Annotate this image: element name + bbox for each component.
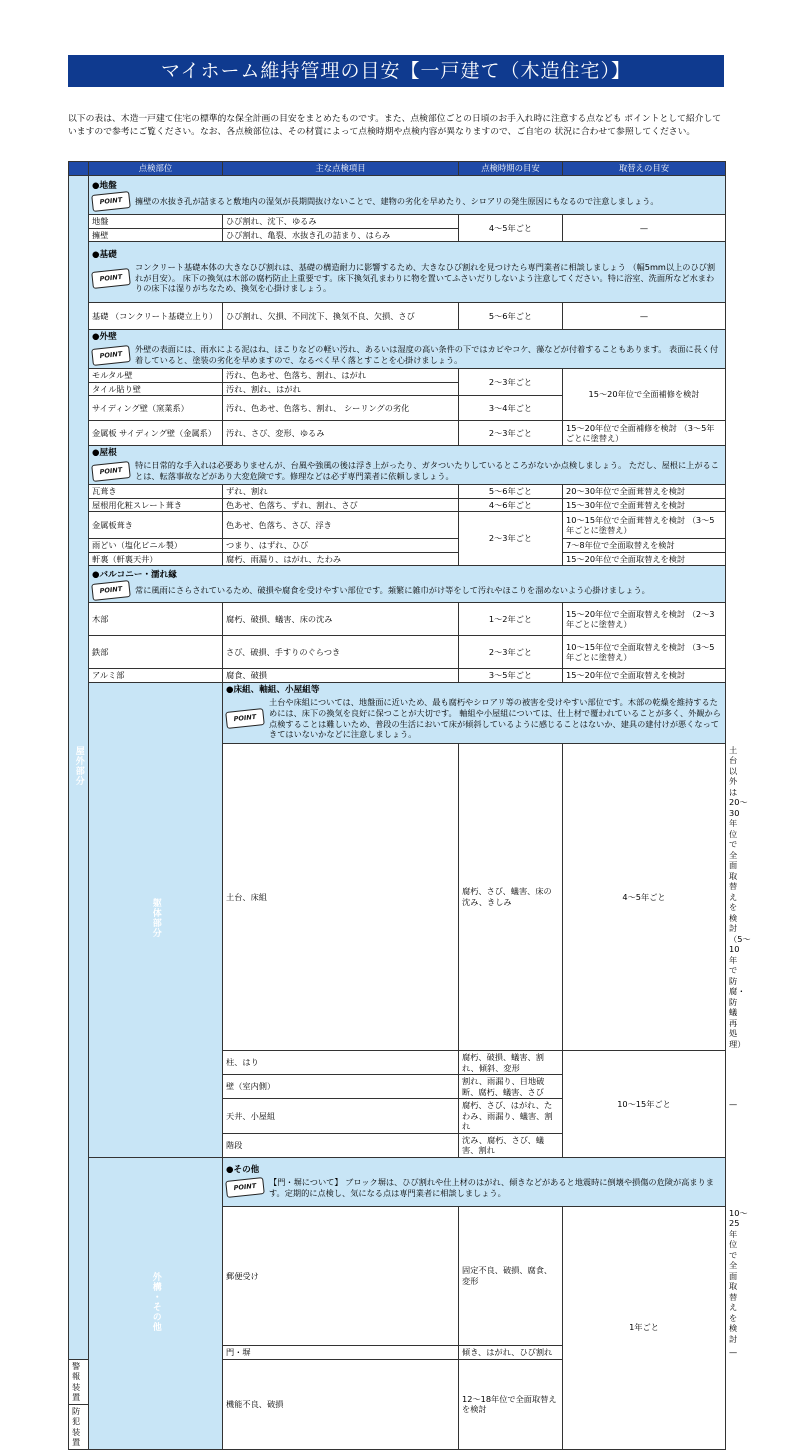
section-row-gaiheki <box>69 330 726 369</box>
part-cell: 警報装置 <box>69 1359 89 1404</box>
part-cell: 土台、床組 <box>223 743 459 1051</box>
point-icon: POINT <box>91 191 131 212</box>
replace-cell: 15〜20年位で全面取替えを検討 （2〜3年ごとに塗替え） <box>563 603 726 636</box>
interval-cell: 1〜2年ごと <box>459 603 563 636</box>
check-cell: 腐朽、さび、はがれ、たわみ、雨漏り、蟻害、割れ <box>459 1099 563 1134</box>
replace-cell: 15〜20年位で全面取替えを検討 <box>563 669 726 683</box>
interval-cell: 4〜5年ごと <box>563 743 726 1051</box>
section-title: ●床組、軸組、小屋組等 <box>226 685 320 696</box>
point-icon: POINT <box>91 580 131 601</box>
replace-cell: 15〜20年位で全面補修を検討 <box>563 369 726 421</box>
check-cell: 腐朽、破損、蟻害、割れ、傾斜、変形 <box>459 1051 563 1075</box>
section-note: 外壁の表面には、雨水による泥はね、ほこりなどの軽い汚れ、あるいは湿度の高い条件の下ではカビやコケ、藻などが付着することもあります。 表面に長く付着していると、塗装の劣化を早めますので、なるべく早く落とすことを心掛けましょう。 <box>135 344 719 365</box>
check-cell: 機能不良、破損 <box>223 1359 459 1449</box>
check-cell: 腐朽、さび、蟻害、床の沈み、きしみ <box>459 743 563 1051</box>
category-exterior <box>69 176 89 1360</box>
replace-cell: 12〜18年位で全面取替えを検討 <box>459 1359 563 1449</box>
table-row <box>69 421 726 446</box>
section-title: ●地盤 <box>92 180 117 191</box>
part-cell: 木部 <box>89 603 223 636</box>
part-cell: 壁（室内側） <box>223 1075 459 1099</box>
check-cell: 汚れ、色あせ、色落ち、割れ、はがれ <box>223 369 459 383</box>
table-row <box>69 669 726 683</box>
table-row: 柱、はり 腐朽、破損、蟻害、割れ、傾斜、変形 10〜15年ごと — <box>69 1051 726 1075</box>
replace-cell: — <box>563 303 726 330</box>
check-cell: ひび割れ、亀裂、水抜き孔の詰まり、はらみ <box>223 228 459 242</box>
header-part: 点検部位 <box>89 162 223 176</box>
category-other <box>89 1157 223 1449</box>
part-cell: 擁壁 <box>89 228 223 242</box>
section-row-yuka <box>69 682 726 743</box>
header-replace: 取替えの目安 <box>563 162 726 176</box>
table-row: 門・塀 傾き、はがれ、ひび割れ — <box>69 1346 726 1360</box>
check-cell: 汚れ、割れ、はがれ <box>223 382 459 396</box>
table-row <box>69 552 726 566</box>
part-cell: 郵便受け <box>223 1206 459 1346</box>
interval-cell: 2〜3年ごと <box>459 512 563 566</box>
page-title: マイホーム維持管理の目安【一戸建て（木造住宅）】 <box>68 55 724 87</box>
interval-cell: 5〜6年ごと <box>459 485 563 499</box>
part-cell: モルタル壁 <box>89 369 223 383</box>
check-cell: 腐食、破損 <box>223 669 459 683</box>
interval-cell: 1年ごと <box>563 1206 726 1449</box>
table-row: 郵便受け 固定不良、破損、腐食、変形 1年ごと 10〜25年位で全面取替えを検討 <box>69 1206 726 1346</box>
table-row: 土台、床組 腐朽、さび、蟻害、床の沈み、きしみ 4〜5年ごと 土台以外は20〜30年位で 全面取替えを検討 （5〜10年で防腐・防蟻再処理） <box>69 743 726 1051</box>
part-cell: 軒裏（軒裏天井） <box>89 552 223 566</box>
part-cell: 天井、小屋組 <box>223 1099 459 1134</box>
replace-cell: 15〜20年位で全面補修を検討 （3〜5年ごとに塗替え） <box>563 421 726 446</box>
part-cell: サイディング壁（窯業系） <box>89 396 223 421</box>
check-cell: 沈み、腐朽、さび、蟻害、割れ <box>459 1133 563 1157</box>
part-cell: 雨どい（塩化ビニル製） <box>89 539 223 553</box>
check-cell: 色あせ、色落ち、さび、浮き <box>223 512 459 539</box>
point-icon: POINT <box>91 268 131 289</box>
replace-cell: 15〜20年位で全面取替えを検討 <box>563 552 726 566</box>
table-row <box>69 539 726 553</box>
part-cell: 屋根用化粧スレート葺き <box>89 498 223 512</box>
part-cell: アルミ部 <box>89 669 223 683</box>
interval-cell: 4〜5年ごと <box>459 215 563 242</box>
part-cell: 階段 <box>223 1133 459 1157</box>
section-cell <box>223 1157 726 1206</box>
section-cell <box>89 176 726 215</box>
point-icon: POINT <box>225 1177 265 1198</box>
category-label: 躯体部分 <box>150 898 161 939</box>
section-cell <box>89 242 726 303</box>
point-icon: POINT <box>91 345 131 366</box>
interval-cell: 2〜3年ごと <box>459 421 563 446</box>
table-row <box>69 636 726 669</box>
check-cell: さび、破損、手すりのぐらつき <box>223 636 459 669</box>
part-cell: 柱、はり <box>223 1051 459 1075</box>
intro-text: 以下の表は、木造一戸建て住宅の標準的な保全計画の目安をまとめたものです。また、点検部位ごとの日頃のお手入れ時に注意する点なども ポイントとして紹介していますので参考にご覧ください。なお、各点検部位は、その材質によって点検時期や点検内容が異なりますので、ご自宅の 状況に合わせて参照してください。 <box>68 114 722 137</box>
table-header-row <box>69 162 726 176</box>
section-row-kiso <box>69 242 726 303</box>
check-cell: 割れ、雨漏り、目地破断、腐朽、蟻害、さび <box>459 1075 563 1099</box>
category-label: 外構・その他 <box>150 1271 161 1332</box>
part-cell: 地盤 <box>89 215 223 229</box>
maintenance-table <box>68 161 751 1450</box>
part-cell: 金属板葺き <box>89 512 223 539</box>
header-interval: 点検時期の目安 <box>459 162 563 176</box>
check-cell: 汚れ、色あせ、色落ち、割れ、 シーリングの劣化 <box>223 396 459 421</box>
section-title: ●外壁 <box>92 332 117 343</box>
table-row <box>69 512 726 539</box>
section-title: ●屋根 <box>92 448 117 459</box>
category-label: 屋外部分 <box>73 746 84 786</box>
check-cell: 腐朽、雨漏り、はがれ、たわみ <box>223 552 459 566</box>
check-cell: ずれ、割れ <box>223 485 459 499</box>
check-cell: ひび割れ、欠損、不同沈下、換気不良、欠損、さび <box>223 303 459 330</box>
section-note: 【門・塀について】 ブロック塀は、ひび割れや仕上材のはがれ、傾きなどがあると地震時に倒壊や損傷の危険が高まります。定期的に点検し、気になる点は専門業者に相談しましょう。 <box>269 1176 714 1198</box>
section-note: 土台や床組については、地盤面に近いため、最も腐朽やシロアリ等の被害を受けやすい部位です。木部の乾燥を維持するためには、床下の換気を良好に保つことが大切です。 軸組や小屋組については、仕上材で覆われていることが多く、外観から点検することは難しいため、普段の生活において床が傾斜しているように感じることはないか、建具の建付けが悪くなってきてはいないかなどに注意しましょう。 <box>269 697 721 740</box>
part-cell: 防犯装置 <box>69 1404 89 1449</box>
section-cell <box>223 682 726 743</box>
header-check: 主な点検項目 <box>223 162 459 176</box>
check-cell: 傾き、はがれ、ひび割れ <box>459 1346 563 1360</box>
point-icon: POINT <box>225 708 265 729</box>
check-cell: ひび割れ、沈下、ゆるみ <box>223 215 459 229</box>
point-icon: POINT <box>91 461 131 482</box>
interval-cell: 3〜5年ごと <box>459 669 563 683</box>
section-cell <box>89 446 726 485</box>
section-cell <box>89 330 726 369</box>
section-title: ●基礎 <box>92 250 117 261</box>
replace-cell: 20〜30年位で全面葺替えを検討 <box>563 485 726 499</box>
replace-cell: 7〜8年位で全面取替えを検討 <box>563 539 726 553</box>
section-cell <box>89 566 726 603</box>
part-cell: 瓦葺き <box>89 485 223 499</box>
section-row-yane <box>69 446 726 485</box>
part-cell: 鉄部 <box>89 636 223 669</box>
part-cell: 門・塀 <box>223 1346 459 1360</box>
section-note: 特に日常的な手入れは必要ありませんが、台風や強風の後は浮き上がったり、ガタついたりしているところがないか点検しましょう。 ただし、屋根に上がることは、転落事故などがあり大変危険です。修理などは必ず専門業者に依頼しましょう。 <box>135 460 719 481</box>
check-cell: 固定不良、破損、腐食、変形 <box>459 1206 563 1346</box>
interval-cell: 2〜3年ごと <box>459 369 563 396</box>
section-note: 常に風雨にさらされているため、破損や腐食を受けやすい部位です。頻繁に雑巾がけ等をして汚れやほこりを溜めないよう心掛けましょう。 <box>135 584 650 595</box>
section-title: ●バルコニー・濡れ縁 <box>92 569 177 580</box>
category-structure <box>89 682 223 1157</box>
section-row-sonota <box>69 1157 726 1206</box>
section-note: 擁壁の水抜き孔が詰まると敷地内の湿気が長期間抜けないことで、建物の劣化を早めたり、シロアリの発生原因にもなるので注意しましょう。 <box>135 195 659 206</box>
table-row <box>69 369 726 383</box>
replace-cell: 15〜30年位で全面葺替えを検討 <box>563 498 726 512</box>
replace-cell: 10〜15年位で全面葺替えを検討 （3〜5年ごとに塗替え） <box>563 512 726 539</box>
check-cell: つまり、はずれ、ひび <box>223 539 459 553</box>
section-note: コンクリート基礎本体の大きなひび割れは、基礎の構造耐力に影響するため、大きなひび割れを見つけたら専門業者に相談しましょう （幅5mm以上のひび割れが目安）。 床下の換気は木部の腐朽防止上重要です。床下換気孔まわりに物を置いてふさいだりしないよう注意してください。特に浴室、洗面所など水まわりの床下は湿りがちなため、換気を心掛けましょう。 <box>135 262 716 294</box>
check-cell: 汚れ、さび、変形、ゆるみ <box>223 421 459 446</box>
interval-cell: 3〜4年ごと <box>459 396 563 421</box>
check-cell: 色あせ、色落ち、ずれ、割れ、さび <box>223 498 459 512</box>
section-row-balcony <box>69 566 726 603</box>
interval-cell: 10〜15年ごと <box>563 1051 726 1158</box>
table-row <box>69 215 726 229</box>
check-cell: 腐朽、破損、蟻害、床の沈み <box>223 603 459 636</box>
replace-cell: — <box>563 215 726 242</box>
part-cell: 基礎 （コンクリート基礎立上り） <box>89 303 223 330</box>
table-row <box>69 303 726 330</box>
part-cell: タイル貼り壁 <box>89 382 223 396</box>
replace-cell: 10〜15年位で全面取替えを検討 （3〜5年ごとに塗替え） <box>563 636 726 669</box>
part-cell: 金属板 サイディング壁（金属系） <box>89 421 223 446</box>
section-title: ●その他 <box>226 1164 260 1175</box>
table-row <box>69 603 726 636</box>
interval-cell: 2〜3年ごと <box>459 636 563 669</box>
interval-cell: 4〜6年ごと <box>459 498 563 512</box>
table-row <box>69 498 726 512</box>
section-row-foundation <box>69 176 726 215</box>
header-corner <box>69 162 89 176</box>
interval-cell: 5〜6年ごと <box>459 303 563 330</box>
table-row <box>69 485 726 499</box>
